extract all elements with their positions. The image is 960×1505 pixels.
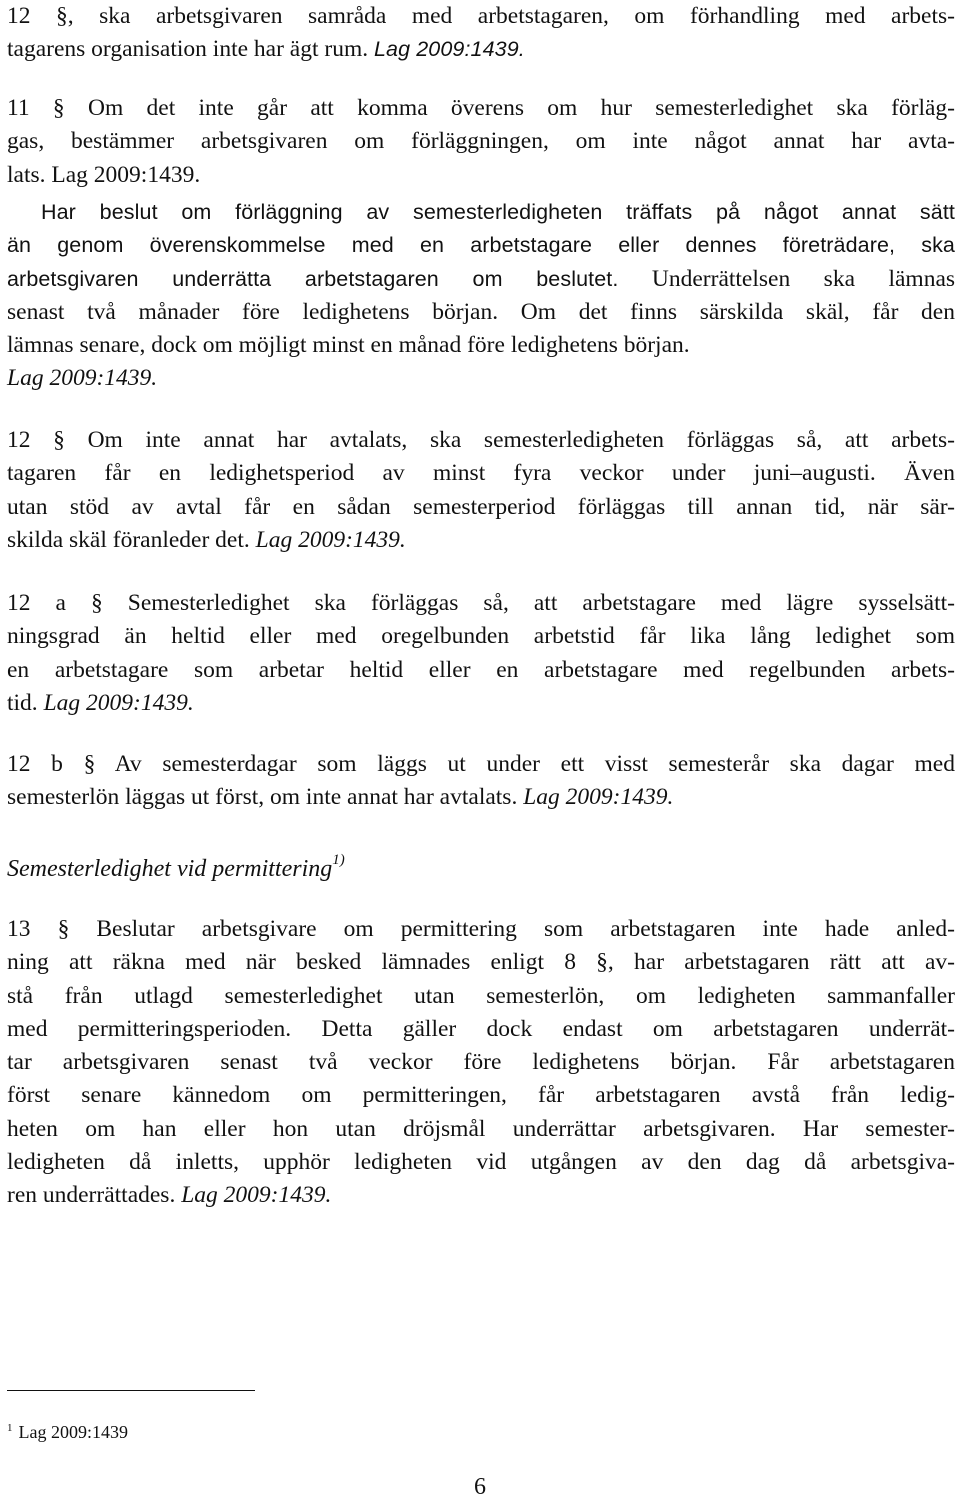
section-12b [7, 748, 955, 815]
section-11-second-paragraph [7, 196, 955, 396]
text-span: ren underrättades. [7, 1182, 176, 1209]
law-reference: Lag 2009:1439. [523, 784, 674, 811]
text-line: 11 § Om det inte går att komma överens om hur semesterledighet ska förläg- [7, 95, 955, 121]
text-line [7, 263, 955, 296]
text-line: stå från utlagd semesterledighet utan semesterlön, om ledigheten sammanfaller [7, 982, 955, 1009]
text-line: 12 a § Semesterledighet ska förläggas så, att arbetstagare med lägre sysselsätt- [7, 590, 955, 616]
footnote-marker: 1 [7, 1422, 13, 1434]
text-line: lämnas senare, dock om möjligt minst en månad före ledighetens början. [7, 332, 690, 359]
text-line: tagaren får en ledighetsperiod av minst fyra veckor under juni–augusti. Även [7, 460, 955, 487]
text-line: gas, bestämmer arbetsgivaren om förläggningen, om inte något annat har avta- [7, 128, 955, 155]
footnote-reference: 1) [332, 852, 345, 868]
text-line: senast två månader före ledighetens början. Om det finns särskilda skäl, får den [7, 298, 955, 325]
footnote-separator [7, 1390, 255, 1391]
footnote-text: Lag 2009:1439 [18, 1422, 128, 1442]
text-line: 13 § Beslutar arbetsgivare om permittering som arbetstagaren inte hade anled- [7, 916, 955, 942]
section-13 [7, 913, 955, 1213]
text-line: en arbetstagare som arbetar heltid eller en arbetstagare med regelbunden arbets- [7, 656, 955, 683]
text-line [7, 524, 955, 557]
law-reference: Lag 2009:1439. [373, 37, 525, 62]
text-span: skilda skäl föranleder det. [7, 526, 250, 553]
text-span: arbetsgivaren underrätta arbetstagaren om beslutet. [7, 266, 619, 291]
text-line: tar arbetsgivaren senast två veckor före ledighetens början. Får arbetstagaren [7, 1049, 955, 1076]
text-span: tid. [7, 689, 38, 716]
text-line: ningsgrad än heltid eller med oregelbunden arbetstid får lika lång ledighet som [7, 623, 955, 650]
text-line [7, 33, 955, 66]
text-line: heten om han eller hon utan dröjsmål underrättar arbetsgivaren. Har semester- [7, 1115, 955, 1142]
text-line [7, 781, 955, 814]
text-line: Har beslut om förläggning av semesterledigheten träffats på något annat sätt [41, 200, 955, 224]
text-line: först senare kännedom om permitteringen, får arbetstagaren avstå från ledig- [7, 1082, 955, 1109]
text-line [7, 687, 955, 720]
section-heading [7, 852, 345, 883]
section-12 [7, 424, 955, 557]
law-reference: Lag 2009:1439. [255, 526, 406, 553]
text-line: ning att räkna med när besked lämnades enligt 8 §, har arbetstagaren rätt att av- [7, 949, 955, 976]
footnote [7, 1422, 128, 1443]
law-reference: Lag 2009:1439. [7, 365, 158, 392]
heading-text: Semesterledighet vid permittering [7, 856, 333, 882]
text-line [7, 1179, 955, 1212]
text-line: lats. Lag 2009:1439. [7, 161, 201, 188]
paragraph-continuation [7, 0, 955, 67]
text-line: 12 §, ska arbetsgivaren samråda med arbetstagaren, om förhandling med arbets- [7, 3, 955, 29]
text-line: utan stöd av avtal får en sådan semesterperiod förläggas till annan tid, när sär- [7, 493, 955, 520]
section-11 [7, 92, 955, 192]
text-line: med permitteringsperioden. Detta gäller dock endast om arbetstagaren underrät- [7, 1015, 955, 1042]
text-line: ledigheten då inletts, upphör ledigheten vid utgången av den dag då arbetsgiva- [7, 1149, 955, 1176]
text-line: än genom överenskommelse med en arbetstagare eller dennes företrädare, ska [7, 233, 955, 258]
text-line: 12 § Om inte annat har avtalats, ska semesterledigheten förläggas så, att arbets- [7, 427, 955, 453]
text-line: 12 b § Av semesterdagar som läggs ut under ett visst semesterår ska dagar med [7, 751, 955, 777]
text-span: tagarens organisation inte har ägt rum. [7, 36, 369, 63]
law-reference: Lag 2009:1439. [181, 1182, 332, 1209]
text-span: semesterlön läggas ut först, om inte annat har avtalats. [7, 784, 518, 811]
page-number: 6 [474, 1474, 486, 1500]
section-12a [7, 587, 955, 720]
law-reference: Lag 2009:1439. [43, 689, 194, 716]
text-span: Underrättelsen ska lämnas [651, 265, 956, 292]
